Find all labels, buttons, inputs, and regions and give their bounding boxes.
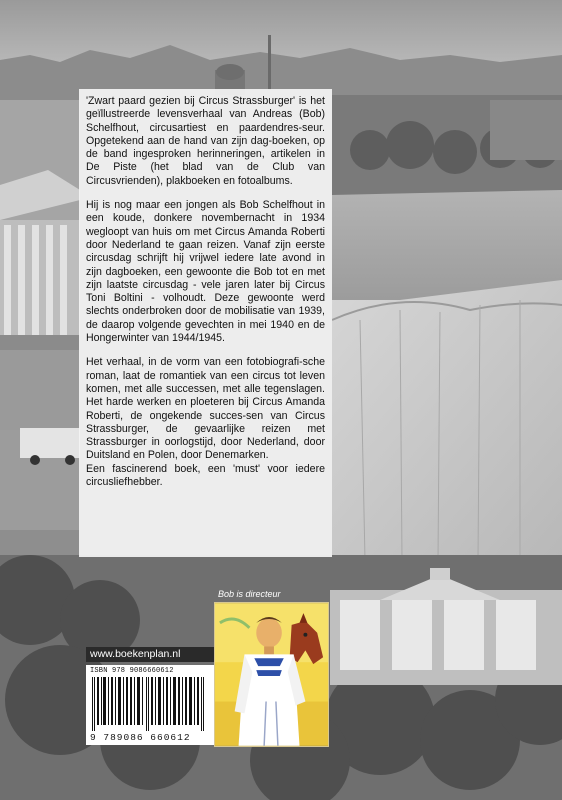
barcode <box>86 665 214 745</box>
painting-man-with-horse <box>214 602 329 747</box>
painting-caption: Bob is directeur <box>218 589 281 599</box>
description-box <box>79 89 332 557</box>
description-paragraph-2: Hij is nog maar een jongen als Bob Schelfhout in een koude, donkere novembernacht in 1934 wegloopt van huis om met Circus Amanda Roberti door Nederland te gaan reizen. Vanaf zijn eerste circusdag schrijft hij vrijwel iedere late avond in zijn dagboeken, een gewoonte die Bob tot en met zijn laatste circusdag - vele jaren later bij Circus Toni Boltini - volhoudt. Deze gewoonte werd slechts onderbroken door de mobilisatie van 1939, de daarop volgende gevechten in mei 1940 en de Hongerwinter van 1944/1945. <box>86 199 325 345</box>
description-paragraph-1: 'Zwart paard gezien bij Circus Strassburger' is het geïllustreerde levensverhaal van Andreas (Bob) Schelfhout, circusartiest en paardendres-seur. Opgetekend aan de hand van zijn dag-boeken, op de band ingesproken herinneringen, artikelen in De Piste (het blad van de Club van Circusvrienden), plakboeken en fotoalbums. <box>86 95 325 187</box>
description-paragraph-3: Het verhaal, in de vorm van een fotobiografi-sche roman, laat de romantiek van een circus tot leven komen, met alle successen, met alle tegenslagen. Het harde werken en ploeteren bij Circus Amanda Roberti, de ongekende succes-sen van Circus Strassburger, de gevaarlijke reizen met Strassburger in oorlogstijd, door Nederland, door Duitsland en Polen, door Denemarken. <box>86 356 325 462</box>
publisher-url: www.boekenplan.nl <box>86 647 214 662</box>
isbn-text: ISBN 978 9086660612 <box>90 667 174 675</box>
barcode-bars <box>90 677 208 731</box>
barcode-number: 9 789086 660612 <box>90 732 191 743</box>
description-paragraph-4: Een fascinerend boek, een 'must' voor iedere circusliefhebber. <box>86 462 325 489</box>
